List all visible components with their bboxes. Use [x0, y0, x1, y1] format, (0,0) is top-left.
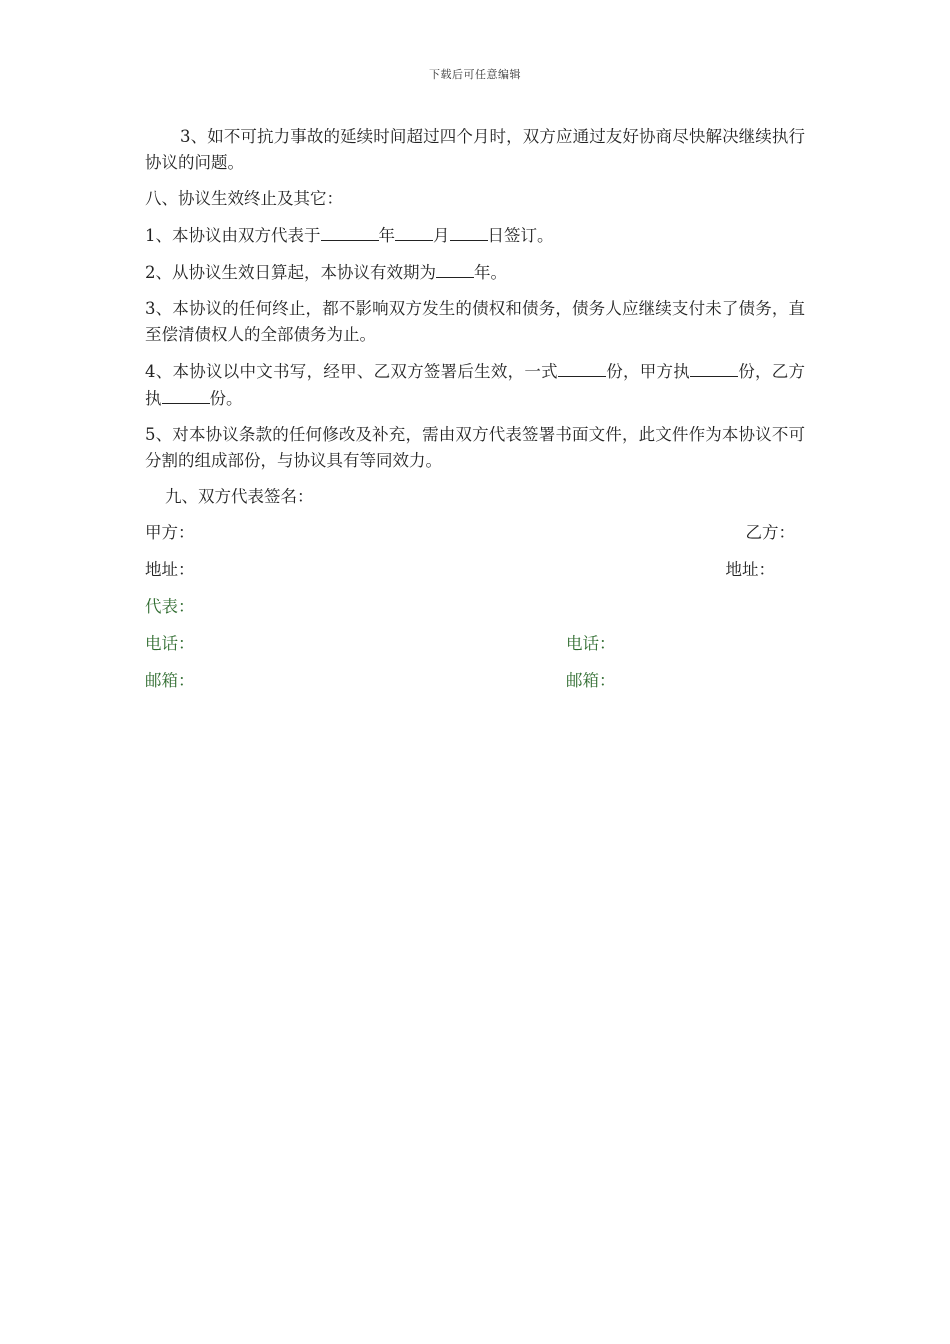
- copies-party-a-blank: [690, 358, 738, 377]
- item-1-text: 1、本协议由双方代表于: [145, 226, 321, 245]
- email-b-label: 邮箱：: [566, 671, 616, 690]
- header-note: 下载后可任意编辑: [429, 68, 521, 81]
- validity-years-blank: [436, 259, 474, 278]
- item-4-end-text: 份。: [209, 389, 243, 408]
- item-1-year-label: 年: [378, 226, 395, 245]
- item-1-month-label: 月: [433, 226, 450, 245]
- clause-eight-item-5: 5、对本协议条款的任何修改及补充，需由双方代表签署书面文件，此文件作为本协议不可分割的组成部份，与协议具有等同效力。: [145, 425, 805, 470]
- email-row: [145, 668, 805, 694]
- copies-total-blank: [558, 358, 606, 377]
- clause-eight-item-4: [145, 358, 805, 412]
- month-blank: [395, 222, 433, 241]
- party-a-label: 甲方：: [145, 523, 195, 542]
- phone-b-label: 电话：: [566, 634, 616, 653]
- representative-row: [145, 594, 805, 620]
- representative-label: 代表：: [145, 597, 195, 616]
- item-2-year-label: 年。: [474, 263, 507, 282]
- email-a-label: 邮箱：: [145, 671, 195, 690]
- clause-eight-item-3: 3、本协议的任何终止，都不影响双方发生的债权和债务，债务人应继续支付未了债务，直至偿清债权人的全部债务为止。: [145, 299, 805, 344]
- address-a-label: 地址：: [145, 560, 195, 579]
- day-blank: [450, 222, 488, 241]
- item-4-text: 4、本协议以中文书写，经甲、乙双方签署后生效，一式: [145, 362, 558, 381]
- item-1-day-label: 日签订。: [487, 226, 554, 245]
- party-row: [145, 520, 805, 546]
- item-4-party-b-text: 份，乙方执: [145, 362, 806, 408]
- clause-nine-heading: 九、双方代表签名：: [165, 487, 314, 506]
- phone-row: [145, 631, 805, 657]
- copies-party-b-blank: [162, 385, 210, 404]
- address-row: [145, 557, 805, 583]
- document-body: [145, 124, 805, 705]
- party-b-label: 乙方：: [745, 523, 795, 542]
- phone-a-label: 电话：: [145, 634, 195, 653]
- clause-eight-item-1: [145, 222, 805, 249]
- item-2-text: 2、从协议生效日算起，本协议有效期为: [145, 263, 436, 282]
- clause-eight-item-2: [145, 259, 805, 286]
- address-b-label: 地址：: [725, 560, 775, 579]
- year-blank: [321, 222, 379, 241]
- clause-eight-heading: 八、协议生效终止及其它：: [145, 189, 343, 208]
- force-majeure-item-3: 3、如不可抗力事故的延续时间超过四个月时，双方应通过友好协商尽快解决继续执行协议的问题。: [145, 127, 805, 172]
- item-4-party-a-text: 份，甲方执: [605, 362, 690, 381]
